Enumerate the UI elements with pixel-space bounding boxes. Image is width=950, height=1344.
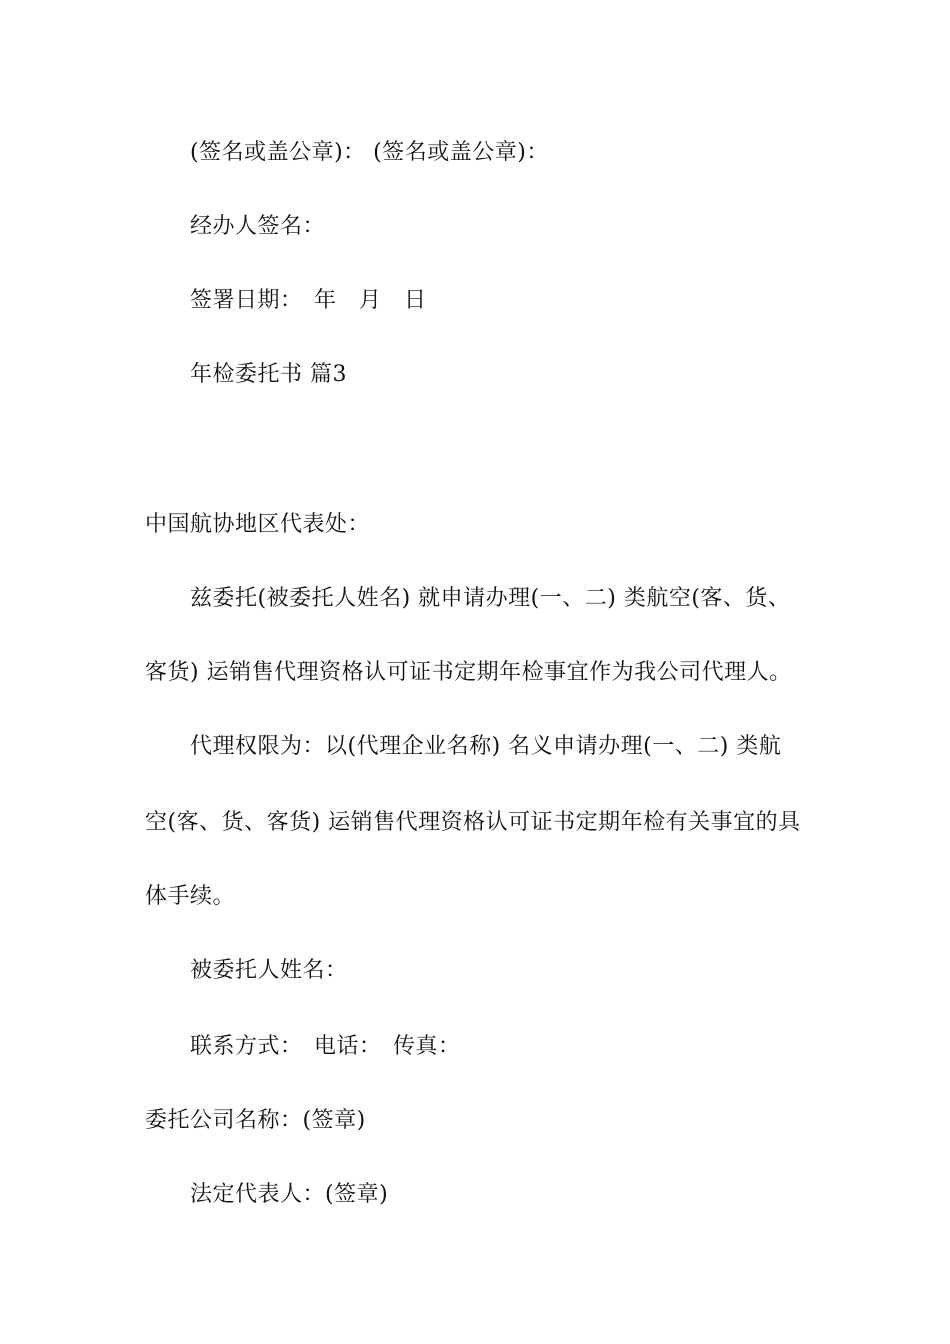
company-name-line: 委托公司名称：(签章) — [145, 1108, 366, 1133]
signature-seal-line: (签名或盖公章)： (签名或盖公章)： — [190, 140, 549, 165]
paragraph-line: 空(客、货、客货) 运销售代理资格认可证书定期年检有关事宜的具 — [145, 810, 801, 835]
paragraph-line: 代理权限为：以(代理企业名称) 名义申请办理(一、二) 类航 — [190, 734, 782, 759]
paragraph-line: 体手续。 — [145, 884, 236, 909]
paragraph-line: 客货) 运销售代理资格认可证书定期年检事宜作为我公司代理人。 — [145, 660, 792, 685]
contact-line: 联系方式： 电话： 传真： — [190, 1034, 461, 1059]
signing-date-line: 签署日期： 年 月 日 — [190, 288, 427, 313]
paragraph-line: 兹委托(被委托人姓名) 就申请办理(一、二) 类航空(客、货、 — [190, 586, 791, 611]
legal-representative-line: 法定代表人：(签章) — [190, 1182, 389, 1207]
handler-signature-line: 经办人签名： — [190, 214, 326, 239]
trustee-name-line: 被委托人姓名： — [190, 958, 348, 983]
addressee-line: 中国航协地区代表处： — [145, 512, 371, 537]
section-heading: 年检委托书 篇3 — [190, 362, 347, 387]
